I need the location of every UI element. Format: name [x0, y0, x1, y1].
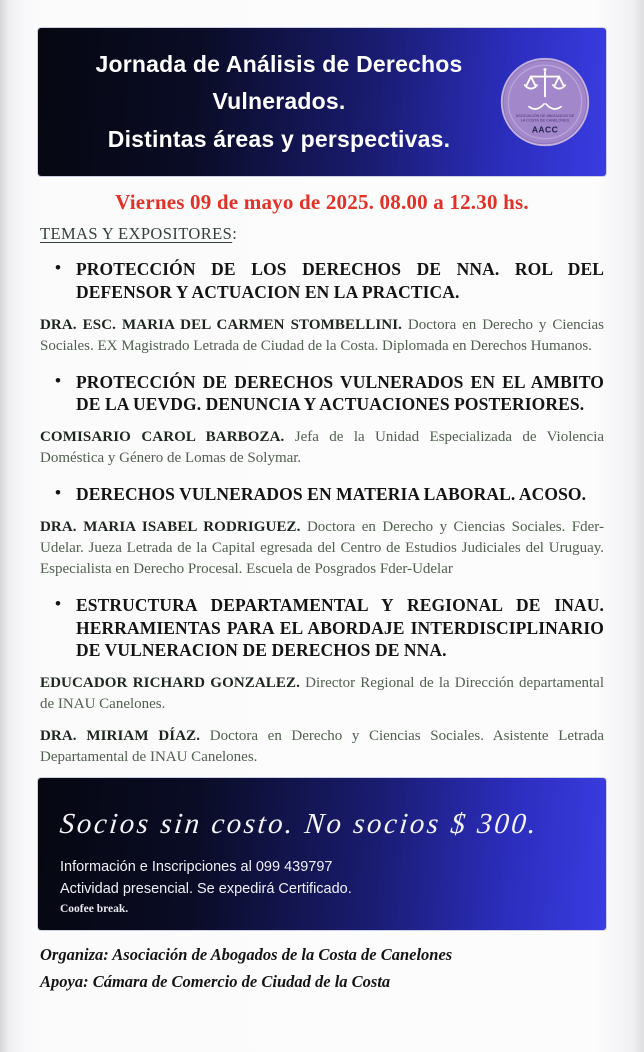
speaker-entry-barboza — [40, 427, 604, 469]
aacc-logo — [498, 55, 592, 149]
speaker-name: DRA. ESC. MARIA DEL CARMEN STOMBELLINI. — [40, 316, 402, 333]
apoya-line — [40, 969, 604, 996]
topic-title-2: PROTECCIÓN DE DERECHOS VULNERADOS EN EL AMBITO DE LA UEVDG. DENUNCIA Y ACTUACIONES POSTERIORES. — [76, 371, 604, 415]
info-line-inscriptions: Información e Inscripciones al 099 439797 — [60, 859, 333, 875]
organiza-label: Organiza: — [40, 945, 109, 964]
speaker-name: COMISARIO CAROL BARBOZA. — [40, 429, 285, 445]
event-title-line-1: Jornada de Análisis de Derechos — [95, 51, 463, 78]
bullet-marker: • — [55, 370, 62, 390]
speaker-entry-gonzalez — [40, 673, 604, 715]
topic-item-4 — [40, 594, 604, 662]
topic-title-1: PROTECCIÓN DE LOS DERECHOS DE NNA. ROL DEL DEFENSOR Y ACTUACION EN LA PRACTICA. — [76, 259, 604, 302]
flyer-page — [0, 28, 644, 1052]
apoya-text: Cámara de Comercio de Ciudad de la Costa — [88, 971, 391, 991]
footer — [40, 942, 604, 995]
pricing-script-line: Socios sin costo. No socios $ 300. — [58, 808, 540, 840]
info-line-certificate: Actividad presencial. Se expedirá Certificado. — [60, 881, 352, 898]
topic-title-3: DERECHOS VULNERADOS EN MATERIA LABORAL. ACOSO. — [76, 484, 587, 504]
logo-microtext-line-1: ASOCIACIÓN DE ABOGADOS DE — [515, 114, 575, 119]
speaker-name: DRA. MIRIAM DÍAZ. — [40, 728, 201, 744]
speaker-bio: Doctora en Derecho y Ciencias Sociales. Fder-Udelar. Jueza Letrada de la Capital egresada del Centro de Estudios Judiciales del Uruguay. Especialista en Derecho Procesal. Escuela de Posgrados Fder-Udelar — [40, 518, 604, 577]
header-banner — [38, 28, 606, 176]
bullet-marker: • — [55, 593, 62, 613]
bullet-marker: • — [55, 258, 62, 277]
pricing-banner — [38, 778, 606, 930]
section-heading-text: TEMAS Y EXPOSITORES — [40, 224, 233, 243]
speaker-entry-diaz — [40, 726, 604, 768]
topic-item-1 — [40, 258, 604, 304]
section-heading — [40, 224, 604, 244]
organiza-line — [40, 942, 604, 969]
topic-title-4: ESTRUCTURA DEPARTAMENTAL Y REGIONAL DE INAU. HERRAMIENTAS PARA EL ABORDAJE INTERDISCIPLINARIO DE VULNERACION DE DERECHOS DE NNA. — [76, 594, 604, 661]
logo-microtext-line-2: LA COSTA DE CANELONES — [520, 118, 570, 123]
speaker-name: EDUCADOR RICHARD GONZALEZ. — [40, 675, 300, 691]
bullet-marker: • — [55, 483, 62, 502]
speaker-entry-stombellini — [40, 315, 604, 357]
speaker-bio: Director Regional de la Dirección departamental de INAU Canelones. — [40, 675, 604, 712]
topic-item-2 — [40, 371, 604, 417]
event-title-line-2: Vulnerados. — [212, 88, 346, 115]
section-heading-colon: : — [232, 224, 238, 243]
organiza-text: Asociación de Abogados de la Costa de Canelones — [108, 945, 453, 964]
speaker-bio: Jefa de la Unidad Especializada de Violencia Doméstica y Género de Lomas de Solymar. — [40, 429, 605, 466]
speaker-bio: Doctora en Derecho y Ciencias Sociales. EX Magistrado Letrada de Ciudad de la Costa. Diplomada en Derechos Humanos. — [40, 316, 604, 354]
topic-item-3 — [40, 483, 604, 506]
event-title-line-3: Distintas áreas y perspectivas. — [107, 125, 451, 152]
logo-acronym: AACC — [531, 124, 559, 135]
event-date-line: Viernes 09 de mayo de 2025. 08.00 a 12.30 hs. — [115, 190, 529, 214]
apoya-label: Apoya: — [40, 971, 89, 991]
speaker-bio: Doctora en Derecho y Ciencias Sociales. Asistente Letrada Departamental de INAU Canelones. — [40, 728, 605, 765]
coffee-break-note: Coofee break. — [60, 903, 129, 916]
speaker-entry-rodriguez — [40, 517, 604, 580]
speaker-name: DRA. MARIA ISABEL RODRIGUEZ. — [40, 518, 301, 535]
